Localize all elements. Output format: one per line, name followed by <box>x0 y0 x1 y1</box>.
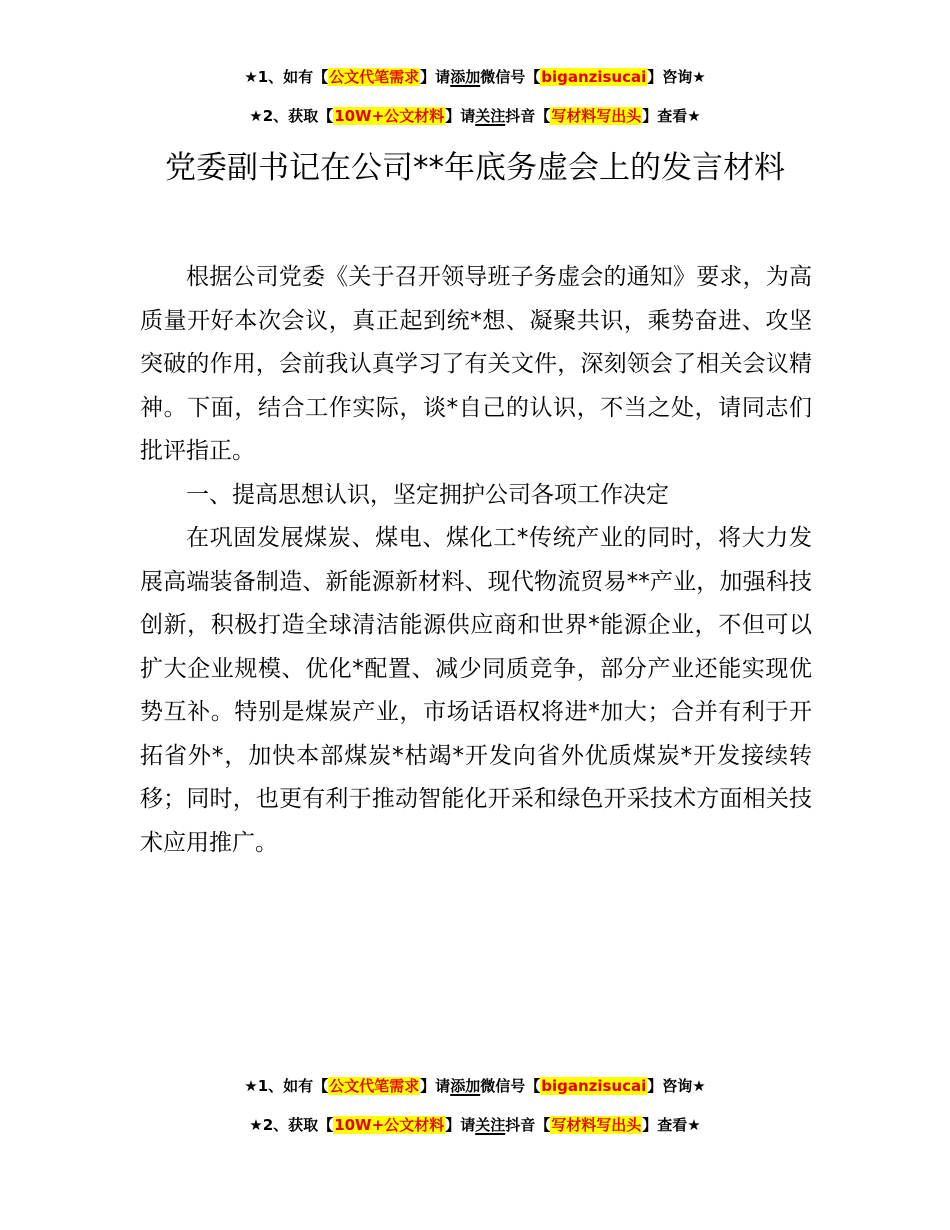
promo-text: 】请 <box>445 107 476 125</box>
promo-text: ★1、如有【 <box>244 68 329 86</box>
promo-text: 】查看★ <box>642 107 701 125</box>
promo-text: 】请 <box>420 1077 451 1095</box>
promo-text: ★2、获取【 <box>249 1116 334 1134</box>
promo-underlined-word: 添加 <box>450 68 481 86</box>
promo-text: 】请 <box>420 68 451 86</box>
document-title: 党委副书记在公司**年底务虚会上的发言材料 <box>165 150 785 186</box>
promo-text: ★2、获取【 <box>249 107 334 125</box>
promo-line-wechat <box>0 66 950 88</box>
promo-highlight-wechat-id: biganzisucai <box>541 1077 647 1095</box>
promo-line-douyin-footer <box>0 1114 950 1136</box>
promo-highlight: 10W+公文材料 <box>334 1116 445 1134</box>
promo-text: 】咨询★ <box>647 1077 706 1095</box>
promo-highlight-wechat-id: biganzisucai <box>541 68 647 86</box>
section-heading: 一、提高思想认识，坚定拥护公司各项工作决定 <box>186 481 669 508</box>
promo-underlined-word: 添加 <box>450 1077 481 1095</box>
promo-highlight-douyin-id: 写材料写出头 <box>551 1116 642 1134</box>
promo-text: 微信号【 <box>480 68 541 86</box>
promo-text: 】咨询★ <box>647 68 706 86</box>
paragraph-section-1: 在巩固发展煤炭、煤电、煤化工*传统产业的同时，将大力发展高端装备制造、新能源新材料、现代物流贸易**产业，加强科技创新，积极打造全球清洁能源供应商和世界*能源企业，不但可以扩大企业规模、优化*配置、减少同质竞争，部分产业还能实现优势互补。特别是煤炭产业，市场话语权将进*加大；合并有利于开拓省外*，加快本部煤炭*枯竭*开发向省外优质煤炭*开发接续转移；同时，也更有利于推动智能化开采和绿色开采技术方面相关技术应用推广。 <box>140 525 812 856</box>
promo-text: 抖音【 <box>505 107 551 125</box>
paragraph-intro: 根据公司党委《关于召开领导班子务虚会的通知》要求，为高质量开好本次会议，真正起到统*想、凝聚共识，乘势奋进、攻坚突破的作用，会前我认真学习了有关文件，深刻领会了相关会议精神。下面，结合工作实际，谈*自己的认识，不当之处，请同志们批评指正。 <box>140 264 812 464</box>
promo-line-douyin <box>0 105 950 127</box>
promo-underlined-word: 关注 <box>475 1116 506 1134</box>
promo-text: 】请 <box>445 1116 476 1134</box>
document-body <box>140 256 812 865</box>
promo-highlight-douyin-id: 写材料写出头 <box>551 107 642 125</box>
promo-highlight: 公文代笔需求 <box>329 1077 420 1095</box>
promo-highlight: 公文代笔需求 <box>329 68 420 86</box>
promo-highlight: 10W+公文材料 <box>334 107 445 125</box>
promo-underlined-word: 关注 <box>475 107 506 125</box>
promo-line-wechat-footer <box>0 1075 950 1097</box>
promo-text: 抖音【 <box>505 1116 551 1134</box>
promo-text: 微信号【 <box>480 1077 541 1095</box>
promo-text: 】查看★ <box>642 1116 701 1134</box>
promo-text: ★1、如有【 <box>244 1077 329 1095</box>
